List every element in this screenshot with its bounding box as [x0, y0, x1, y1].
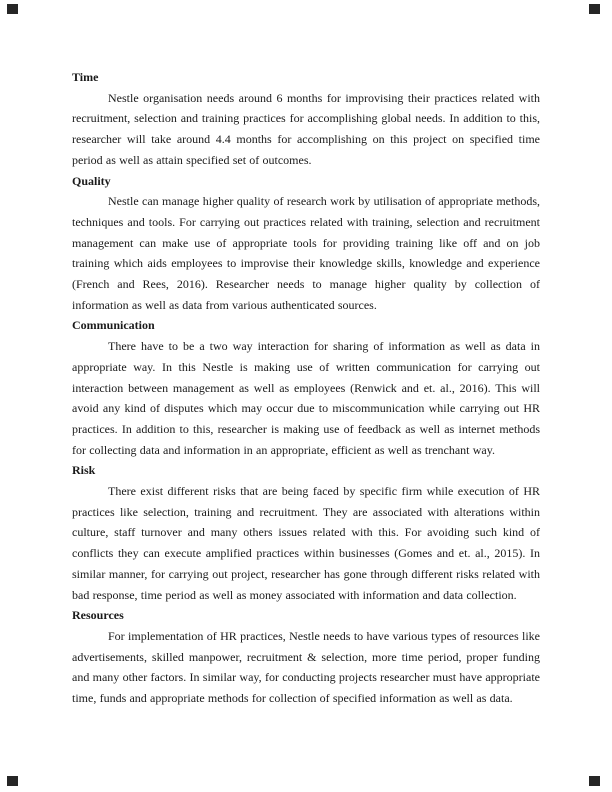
section-heading: Risk	[72, 463, 96, 478]
corner-mark-top-left	[7, 4, 18, 14]
corner-mark-bottom-right	[589, 776, 600, 786]
document-content	[72, 67, 540, 709]
section-paragraph: For implementation of HR practices, Nestle needs to have various types of resources like advertisements, skilled manpower, recruitment & selection, more time period, proper funding and many other factors. In similar way, for conducting projects researcher must have appropriate time, funds and appropriate methods for collection of specified information as well as data.	[72, 628, 540, 706]
corner-mark-top-right	[589, 4, 600, 14]
section-risk	[72, 460, 540, 605]
section-paragraph: There exist different risks that are being faced by specific firm while execution of HR practices like selection, training and recruitment. They are associated with alterations within culture, staff turnover and many others issues related with this. For avoiding such kind of conflicts they can execute amplified practices within businesses (Gomes and et. al., 2015). In similar manner, for carrying out project, researcher has gone through different risks related with bad response, time period as well as money associated with information and data collection.	[72, 484, 540, 602]
section-time	[72, 67, 540, 171]
section-communication	[72, 315, 540, 460]
section-heading: Quality	[72, 173, 111, 188]
section-heading: Communication	[72, 318, 155, 333]
section-paragraph: Nestle organisation needs around 6 months for improvising their practices related with recruitment, selection and training practices for accomplishing global needs. In addition to this, researcher will take around 4.4 months for accomplishing on this project on specified time period as well as attain specified set of outcomes.	[72, 90, 540, 167]
section-quality	[72, 171, 540, 316]
section-heading: Time	[72, 70, 99, 84]
corner-mark-bottom-left	[7, 776, 18, 786]
section-resources	[72, 605, 540, 709]
section-heading: Resources	[72, 608, 124, 623]
section-paragraph: There have to be a two way interaction for sharing of information as well as data in appropriate way. In this Nestle is making use of written communication for carrying out interaction between management as well as employees (Renwick and et. al., 2016). This will avoid any kind of disputes which may occur due to miscommunication while carrying out HR practices. In addition to this, researcher is making use of feedback as well as internet methods for collecting data and information in an appropriate, efficient as well as trenchant way.	[72, 339, 540, 457]
section-paragraph: Nestle can manage higher quality of research work by utilisation of appropriate methods, techniques and tools. For carrying out practices related with training, selection and recruitment management can make use of appropriate tools for providing training like off and on job training which aids employees to improvise their knowledge skills, knowledge and experience (French and Rees, 2016). Researcher needs to manage higher quality by collection of information as well as data from various authenticated sources.	[72, 194, 540, 312]
